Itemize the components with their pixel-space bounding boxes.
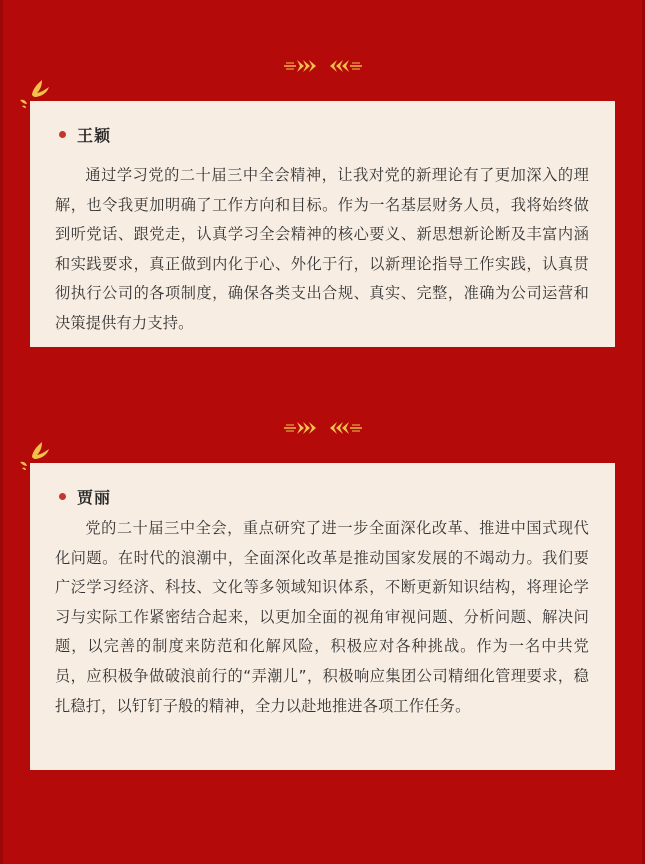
testimonial-text: 通过学习党的二十届三中全会精神，让我对党的新理论有了更加深入的理解，也令我更加明确了工作方向和目标。作为一名基层财务人员，我将始终做到听党话、跟党走，认真学习全会精神的核心要义、新思想新论断及丰富内涵和实践要求，真正做到内化于心、外化于行，以新理论指导工作实践，认真贯彻执行公司的各项制度，确保各类支出合规、真实、完整，准确为公司运营和决策提供有力支持。	[55, 166, 589, 332]
wheat-ornament-icon	[0, 58, 645, 74]
testimonial-card	[30, 463, 615, 770]
bullet-dot	[59, 131, 66, 138]
card-header	[55, 123, 589, 145]
bullet-dot	[59, 493, 66, 500]
author-name: 王颖	[77, 125, 112, 145]
card-header	[55, 485, 589, 507]
wheat-ornament-icon	[0, 420, 645, 436]
testimonial-text: 党的二十届三中全会，重点研究了进一步全面深化改革、推进中国式现代化问题。在时代的浪潮中，全面深化改革是推动国家发展的不竭动力。我们要广泛学习经济、科技、文化等多领域知识体系，不断更新知识结构，将理论学习与实际工作紧密结合起来，以更加全面的视角审视问题、分析问题、解决问题，以完善的制度来防范和化解风险，积极应对各种挑战。作为一名中共党员，应积极争做破浪前行的“弄潮儿”，积极响应集团公司精细化管理要求，稳扎稳打，以钉钉子般的精神，全力以赴地推进各项工作任务。	[55, 519, 589, 715]
author-name: 贾丽	[77, 487, 112, 507]
testimonial-card	[30, 101, 615, 347]
